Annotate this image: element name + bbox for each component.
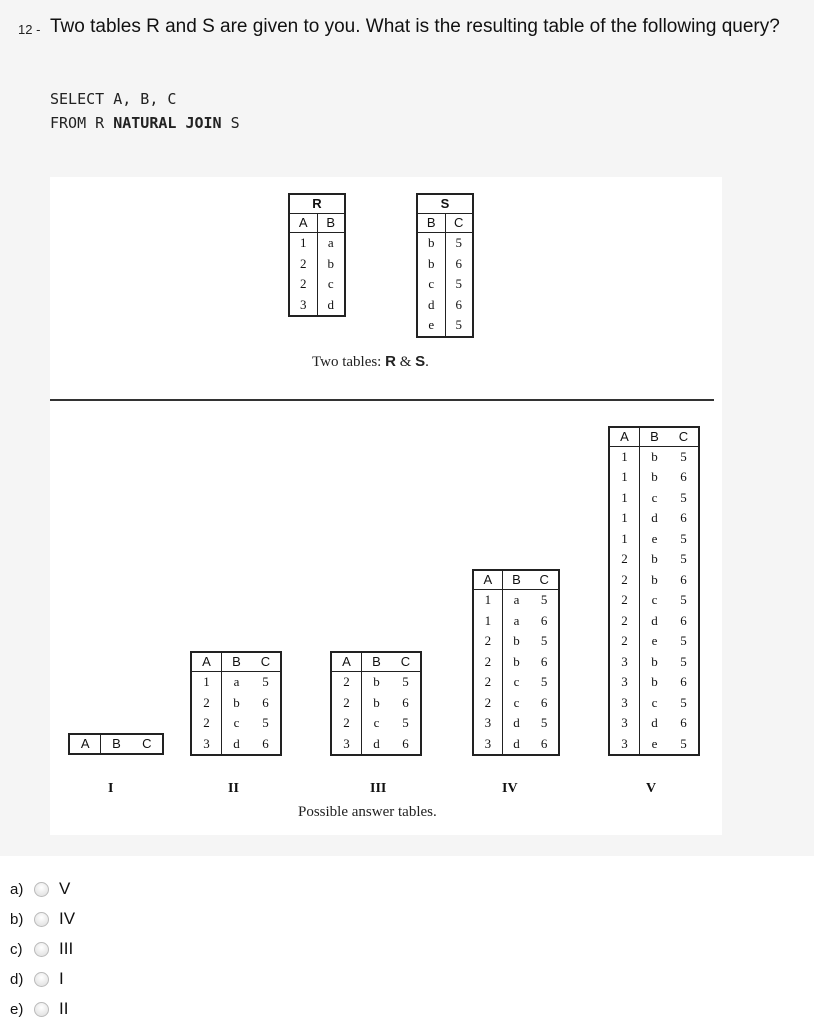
table-cell: 5 xyxy=(680,653,687,669)
answer-table-ii xyxy=(190,651,282,756)
table-row xyxy=(474,631,558,652)
table-cell: 5 xyxy=(540,633,548,648)
col-header: B xyxy=(650,428,659,444)
table-row xyxy=(610,693,698,714)
caption-text: Two tables: xyxy=(312,354,386,370)
table-r-name: R xyxy=(290,195,344,214)
col-header: B xyxy=(232,654,241,669)
table-row xyxy=(332,734,420,755)
table-row xyxy=(192,734,280,755)
answer-table-header xyxy=(474,571,558,590)
table-row xyxy=(610,734,698,755)
table-cell: 2 xyxy=(610,611,640,632)
option-letter: d) xyxy=(10,970,24,988)
table-cell: 5 xyxy=(402,715,409,730)
table-row xyxy=(610,508,698,529)
table-cell: 2 xyxy=(290,274,318,295)
table-cell: 6 xyxy=(680,571,687,587)
answer-table-header xyxy=(332,653,420,672)
radio-button[interactable] xyxy=(34,882,49,897)
col-header: A xyxy=(290,214,318,232)
table-cell: d xyxy=(513,735,520,751)
table-cell: 5 xyxy=(540,715,548,730)
col-header: B xyxy=(372,654,381,669)
table-cell: c xyxy=(373,715,380,730)
table-cell: 1 xyxy=(474,611,503,632)
table-cell: b xyxy=(651,551,658,566)
table-cell: 2 xyxy=(474,672,503,693)
table-cell: e xyxy=(418,315,446,336)
table-cell: d xyxy=(513,715,520,730)
table-row xyxy=(474,693,558,714)
answer-label: V xyxy=(646,781,657,796)
option-letter: b) xyxy=(10,910,24,928)
question-text: Two tables R and S are given to you. What is the resulting table of the following query? xyxy=(50,16,780,37)
table-cell: 6 xyxy=(680,510,687,525)
option-value: I xyxy=(59,969,64,988)
table-row xyxy=(610,672,698,693)
table-cell: 3 xyxy=(610,693,640,714)
table-cell: 3 xyxy=(192,734,222,755)
answer-table-body xyxy=(192,672,280,754)
option-2[interactable] xyxy=(10,937,73,961)
table-cell: e xyxy=(651,530,658,546)
table-cell: 2 xyxy=(474,631,503,652)
table-cell: 5 xyxy=(455,317,462,332)
option-3[interactable] xyxy=(10,967,64,991)
option-letter: c) xyxy=(10,940,23,958)
table-cell: 5 xyxy=(680,489,687,505)
table-row xyxy=(610,590,698,611)
answer-table-body xyxy=(474,590,558,754)
radio-button[interactable] xyxy=(34,1002,49,1017)
col-header: C xyxy=(678,428,689,444)
caption-r: R xyxy=(385,353,396,370)
sql-table-s: S xyxy=(221,114,240,132)
table-row xyxy=(418,295,472,316)
table-cell: c xyxy=(327,276,334,291)
radio-button[interactable] xyxy=(34,912,49,927)
table-cell: 6 xyxy=(402,735,409,751)
table-cell: b xyxy=(513,633,520,648)
sql-line-2 xyxy=(50,114,240,132)
table-cell: 5 xyxy=(262,715,269,730)
table-row xyxy=(610,652,698,673)
table-s-name: S xyxy=(418,195,472,214)
table-cell: d xyxy=(651,715,658,730)
col-header: B xyxy=(512,572,521,587)
table-row xyxy=(610,631,698,652)
table-cell: a xyxy=(513,612,520,628)
table-cell: 1 xyxy=(474,590,503,611)
option-letter: a) xyxy=(10,880,24,898)
table-cell: a xyxy=(513,592,520,607)
table-cell: b xyxy=(651,674,658,689)
table-cell: 1 xyxy=(610,467,640,488)
table-row xyxy=(418,254,472,275)
option-1[interactable] xyxy=(10,907,75,931)
table-cell: e xyxy=(651,633,658,648)
col-header: A xyxy=(192,653,222,671)
option-0[interactable] xyxy=(10,877,70,901)
option-value: V xyxy=(59,879,71,898)
answer-table-v xyxy=(608,426,700,757)
table-r-header xyxy=(290,214,344,233)
table-cell: b xyxy=(651,469,658,484)
table-row xyxy=(474,734,558,755)
table-cell: d xyxy=(418,295,446,316)
table-cell: 5 xyxy=(540,592,548,607)
table-cell: 3 xyxy=(610,652,640,673)
table-cell: 5 xyxy=(680,694,687,710)
table-row xyxy=(418,274,472,295)
answer-label: I xyxy=(108,781,114,796)
table-cell: 5 xyxy=(680,448,687,464)
col-header: A xyxy=(474,571,503,589)
answer-table-iii xyxy=(330,651,422,756)
caption-end: . xyxy=(425,354,429,370)
table-row xyxy=(474,590,558,611)
radio-button[interactable] xyxy=(34,942,49,957)
table-cell: 2 xyxy=(332,672,362,693)
table-cell: 5 xyxy=(680,592,687,607)
table-cell: 5 xyxy=(262,674,269,689)
table-row xyxy=(610,447,698,468)
table-cell: b xyxy=(651,653,658,669)
table-cell: 1 xyxy=(192,672,222,693)
table-cell: 6 xyxy=(455,296,462,312)
table-cell: 3 xyxy=(332,734,362,755)
table-cell: 5 xyxy=(402,674,409,689)
table-cell: 1 xyxy=(610,447,640,468)
table-row xyxy=(418,315,472,336)
table-cell: 3 xyxy=(290,295,318,316)
col-header: A xyxy=(70,735,101,753)
option-letter: e) xyxy=(10,1000,24,1018)
option-4[interactable] xyxy=(10,997,68,1021)
table-cell: b xyxy=(513,653,520,669)
table-cell: 2 xyxy=(610,570,640,591)
option-value: II xyxy=(59,999,69,1018)
table-cell: 6 xyxy=(680,674,687,689)
answer-table-body xyxy=(610,447,698,755)
table-row xyxy=(474,611,558,632)
table-row xyxy=(610,467,698,488)
table-cell: 5 xyxy=(540,674,548,689)
table-cell: b xyxy=(418,254,446,275)
answer-label: II xyxy=(228,781,239,796)
table-cell: c xyxy=(513,674,520,689)
table-r-body xyxy=(290,233,344,315)
table-cell: 6 xyxy=(455,255,462,271)
answer-table-iv xyxy=(472,569,560,756)
answer-table-header xyxy=(192,653,280,672)
table-cell: 2 xyxy=(474,693,503,714)
option-value: IV xyxy=(59,909,76,928)
table-row xyxy=(192,713,280,734)
radio-button[interactable] xyxy=(34,972,49,987)
table-row xyxy=(290,274,344,295)
table-cell: 6 xyxy=(540,694,548,710)
caption-amp: & xyxy=(395,354,416,370)
caption-tables xyxy=(312,353,429,371)
table-cell: 5 xyxy=(680,633,687,648)
table-cell: 6 xyxy=(680,715,687,730)
table-cell: c xyxy=(418,274,446,295)
table-row xyxy=(474,672,558,693)
table-cell: c xyxy=(651,694,658,710)
table-cell: c xyxy=(651,489,658,505)
answer-table-header xyxy=(610,428,698,447)
sql-keyword: NATURAL JOIN xyxy=(113,114,222,132)
table-s-body xyxy=(418,233,472,336)
table-cell: 5 xyxy=(680,735,687,751)
table-cell: 3 xyxy=(474,713,503,734)
table-cell: 6 xyxy=(680,469,687,484)
table-cell: 2 xyxy=(610,631,640,652)
col-header: C xyxy=(454,215,464,230)
col-header: B xyxy=(112,736,121,751)
table-row xyxy=(332,693,420,714)
table-cell: 6 xyxy=(540,653,548,669)
table-cell: 6 xyxy=(540,735,548,751)
table-row xyxy=(290,295,344,316)
table-cell: 6 xyxy=(540,612,548,628)
table-s xyxy=(416,193,474,338)
table-cell: 5 xyxy=(680,551,687,566)
col-header: C xyxy=(260,654,271,669)
table-cell: 5 xyxy=(680,530,687,546)
table-cell: c xyxy=(233,715,240,730)
col-header: B xyxy=(326,215,336,230)
table-cell: d xyxy=(233,735,240,751)
table-cell: b xyxy=(651,448,658,464)
table-cell: b xyxy=(418,233,446,254)
table-row xyxy=(610,488,698,509)
table-row xyxy=(610,529,698,550)
table-cell: d xyxy=(327,296,334,312)
answer-label: III xyxy=(370,781,387,796)
table-cell: 1 xyxy=(610,529,640,550)
table-row xyxy=(290,254,344,275)
option-value: III xyxy=(59,939,74,958)
table-cell: d xyxy=(651,612,658,628)
table-cell: 2 xyxy=(192,693,222,714)
table-cell: c xyxy=(651,592,658,607)
table-row xyxy=(418,233,472,254)
table-cell: 6 xyxy=(262,694,269,710)
table-cell: 3 xyxy=(610,672,640,693)
table-cell: b xyxy=(373,674,380,689)
table-cell: 5 xyxy=(455,276,462,291)
table-cell: 2 xyxy=(192,713,222,734)
col-header: C xyxy=(539,572,549,587)
table-cell: 3 xyxy=(610,713,640,734)
table-cell: 3 xyxy=(610,734,640,755)
table-cell: 1 xyxy=(610,508,640,529)
table-cell: 6 xyxy=(262,735,269,751)
table-cell: a xyxy=(233,674,240,689)
table-cell: 3 xyxy=(474,734,503,755)
sql-from: FROM R xyxy=(50,114,114,132)
table-row xyxy=(610,713,698,734)
table-cell: d xyxy=(651,510,658,525)
table-cell: 6 xyxy=(402,694,409,710)
table-cell: c xyxy=(513,694,520,710)
caption-answers: Possible answer tables. xyxy=(298,804,437,820)
table-cell: 2 xyxy=(290,254,318,275)
table-cell: 2 xyxy=(610,590,640,611)
answer-table-header xyxy=(70,735,162,753)
question-number: 12 - xyxy=(18,22,41,37)
table-row xyxy=(332,713,420,734)
table-s-header xyxy=(418,214,472,233)
table-r xyxy=(288,193,346,317)
table-row xyxy=(474,652,558,673)
answer-label: IV xyxy=(502,781,518,796)
table-row xyxy=(610,570,698,591)
table-row xyxy=(192,693,280,714)
table-cell: b xyxy=(233,694,240,710)
table-row xyxy=(610,549,698,570)
table-cell: 1 xyxy=(290,233,318,254)
table-cell: e xyxy=(651,735,658,751)
table-row xyxy=(610,611,698,632)
table-cell: b xyxy=(651,571,658,587)
answer-table-i xyxy=(68,733,164,755)
table-cell: 5 xyxy=(455,235,462,250)
table-cell: b xyxy=(373,694,380,710)
table-row xyxy=(290,233,344,254)
table-cell: b xyxy=(327,255,334,271)
answer-table-body xyxy=(332,672,420,754)
caption-s: S xyxy=(415,353,426,370)
table-cell: 1 xyxy=(610,488,640,509)
table-cell: a xyxy=(327,235,334,250)
sql-line-1: SELECT A, B, C xyxy=(50,90,177,108)
table-cell: 6 xyxy=(680,612,687,628)
col-header: A xyxy=(332,653,362,671)
col-header: C xyxy=(142,736,152,751)
col-header: A xyxy=(610,428,640,446)
table-row xyxy=(332,672,420,693)
col-header: C xyxy=(400,654,411,669)
table-cell: d xyxy=(373,735,380,751)
col-header: B xyxy=(418,214,446,232)
figure xyxy=(50,177,722,835)
table-cell: 2 xyxy=(610,549,640,570)
table-row xyxy=(474,713,558,734)
table-row xyxy=(192,672,280,693)
table-cell: 2 xyxy=(332,713,362,734)
table-cell: 2 xyxy=(474,652,503,673)
divider-line xyxy=(50,399,714,401)
table-cell: 2 xyxy=(332,693,362,714)
